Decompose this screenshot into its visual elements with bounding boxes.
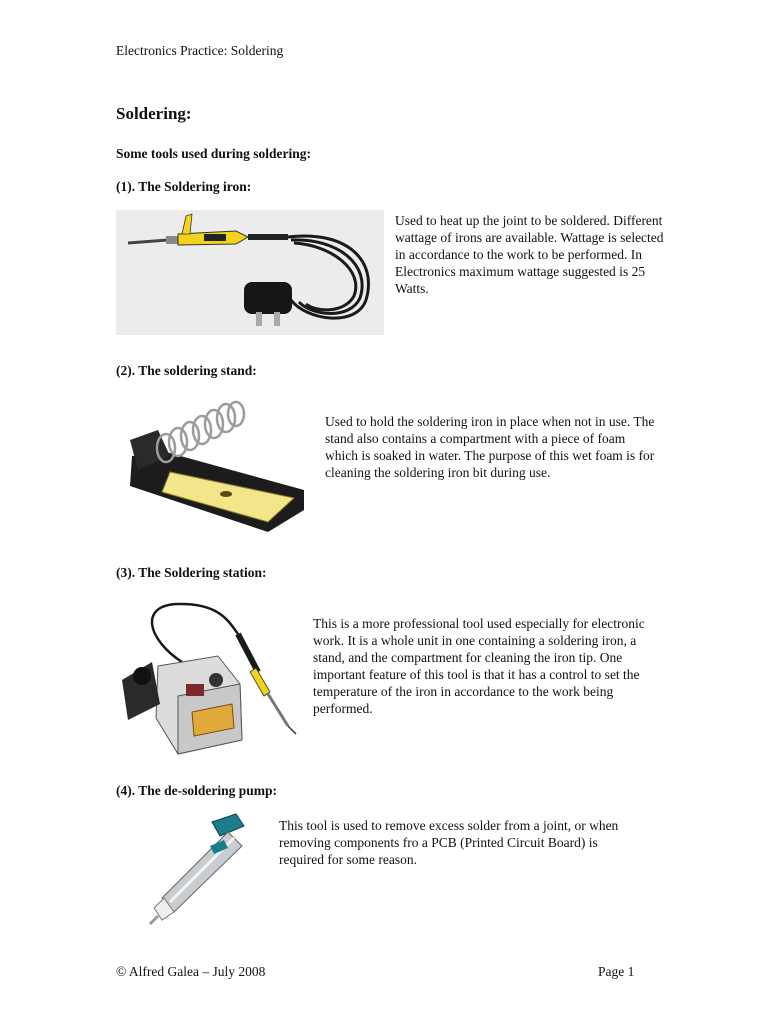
- soldering-stand-image: [118, 400, 310, 538]
- soldering-station-description: This is a more professional tool used especially for electronic work. It is a whole unit in one containing a soldering iron, a stand, and the compartment for cleaning the iron tip. One important feature of this tool is that it has a control to set the temperature of the iron in accordance to the work being performed.: [313, 616, 645, 716]
- page-title: Soldering:: [116, 104, 192, 123]
- desoldering-pump-illustration: [140, 812, 270, 927]
- subtitle: Some tools used during soldering:: [116, 146, 312, 161]
- section-title-soldering-station: (3). The Soldering station:: [116, 565, 267, 580]
- section-title-soldering-stand: (2). The soldering stand:: [116, 363, 257, 378]
- soldering-iron-image: [116, 210, 384, 335]
- soldering-station-image: [118, 600, 304, 758]
- section-title-soldering-iron: (1). The Soldering iron:: [116, 179, 252, 194]
- footer-page-number: Page 1: [598, 964, 635, 979]
- soldering-stand-description: Used to hold the soldering iron in place when not in use. The stand also contains a compartment with a piece of foam which is soaked in water. The purpose of this wet foam is for cleaning the soldering iron bit during use.: [325, 414, 655, 480]
- footer-author: © Alfred Galea – July 2008: [116, 964, 266, 979]
- soldering-iron-illustration: [116, 210, 384, 335]
- soldering-stand-illustration: [118, 400, 310, 538]
- soldering-station-illustration: [118, 600, 304, 758]
- page-header: Electronics Practice: Soldering: [116, 43, 284, 58]
- soldering-iron-description: Used to heat up the joint to be soldered. Different wattage of irons are available. Wattage is selected in accordance to the work to be performed. In Electronics maximum wattage suggested is 25 Watts.: [395, 213, 664, 296]
- desoldering-pump-description: This tool is used to remove excess solder from a joint, or when removing components fro a PCB (Printed Circuit Board) is required for some reason.: [279, 818, 619, 867]
- desoldering-pump-image: [140, 812, 270, 927]
- section-title-desoldering-pump: (4). The de-soldering pump:: [116, 783, 278, 798]
